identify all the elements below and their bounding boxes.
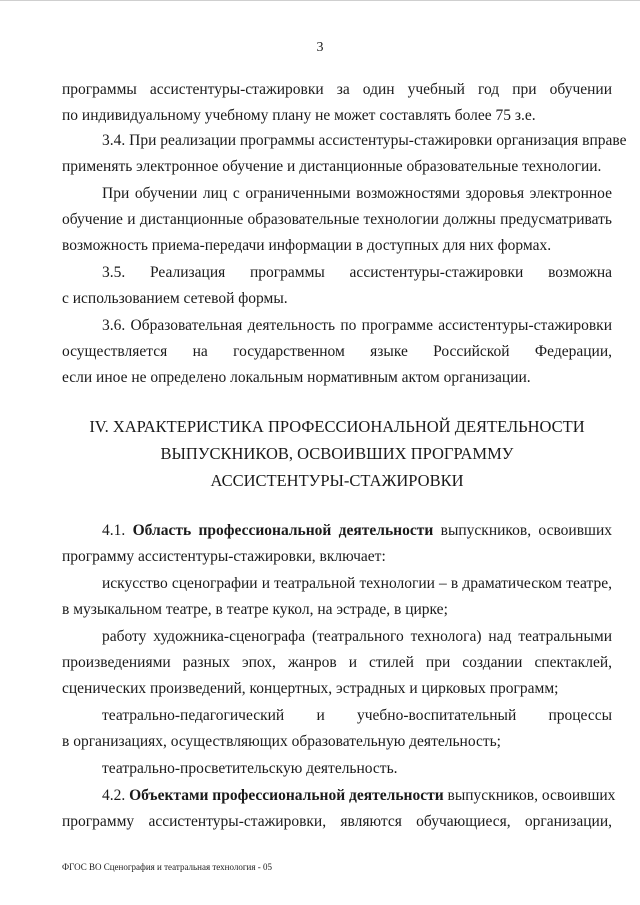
p11-number: 4.2. — [102, 787, 126, 804]
p6-bold-term: Область профессиональной деятельности — [132, 522, 434, 539]
p6-line-1 — [102, 521, 612, 541]
p3-line-3: возможность приема-передачи информации в доступных для них формах. — [62, 237, 552, 254]
p1-line-2: по индивидуальному учебному плану не может составлять более 75 з.е. — [62, 107, 536, 124]
p9-line-1: театрально-педагогический и учебно-воспитательный процессы — [102, 707, 612, 724]
p5-line-2: осуществляется на государственном языке Российской Федерации, — [62, 343, 612, 360]
p11-bold-term: Объектами профессиональной деятельности — [129, 787, 444, 804]
p8-line-3: сценических произведений, концертных, эстрадных и цирковых программ; — [62, 680, 559, 697]
p2-line-1: 3.4. При реализации программы ассистентуры-стажировки организация вправе — [102, 132, 627, 149]
p11-line-2: программу ассистентуры-стажировки, являются обучающиеся, организации, — [62, 813, 612, 830]
page-number: 3 — [316, 40, 324, 55]
p10-line-1: театрально-просветительскую деятельность. — [102, 760, 398, 777]
p6-line-2: программу ассистентуры-стажировки, включает: — [62, 548, 386, 565]
p6-rest: выпускников, освоивших — [440, 522, 612, 539]
p5-line-3: если иное не определено локальным нормативным актом организации. — [62, 369, 531, 386]
section-heading-line-2: ВЫПУСКНИКОВ, ОСВОИВШИХ ПРОГРАММУ — [160, 444, 514, 463]
p7-line-1: искусство сценографии и театральной технологии – в драматическом театре, — [102, 575, 612, 592]
page-footer: ФГОС ВО Сценография и театральная технология - 05 — [62, 862, 272, 872]
p8-line-2: произведениями разных эпох, жанров и стилей при создании спектаклей, — [62, 654, 612, 671]
section-heading-line-1: IV. ХАРАКТЕРИСТИКА ПРОФЕССИОНАЛЬНОЙ ДЕЯТЕЛЬНОСТИ — [89, 417, 585, 436]
p3-line-2: обучение и дистанционные образовательные технологии должны предусматривать — [62, 211, 612, 228]
p2-line-2: применять электронное обучение и дистанционные образовательные технологии. — [62, 158, 602, 175]
p4-line-2: с использованием сетевой формы. — [62, 290, 288, 307]
section-heading-line-3: АССИСТЕНТУРЫ-СТАЖИРОВКИ — [210, 471, 464, 490]
p7-line-2: в музыкальном театре, в театре кукол, на эстраде, в цирке; — [62, 601, 448, 618]
p9-line-2: в организациях, осуществляющих образовательную деятельность; — [62, 733, 501, 750]
scan-edge-line — [0, 0, 640, 1]
p6-number: 4.1. — [102, 522, 126, 539]
p1-line-1: программы ассистентуры-стажировки за один учебный год при обучении — [62, 81, 612, 98]
p4-line-1: 3.5. Реализация программы ассистентуры-стажировки возможна — [102, 264, 612, 281]
p3-line-1: При обучении лиц с ограниченными возможностями здоровья электронное — [102, 185, 612, 202]
p5-line-1: 3.6. Образовательная деятельность по программе ассистентуры-стажировки — [102, 317, 612, 334]
p8-line-1: работу художника-сценографа (театрального технолога) над театральными — [102, 628, 612, 645]
p11-line-1 — [102, 786, 616, 806]
p11-rest: выпускников, освоивших — [447, 787, 616, 804]
